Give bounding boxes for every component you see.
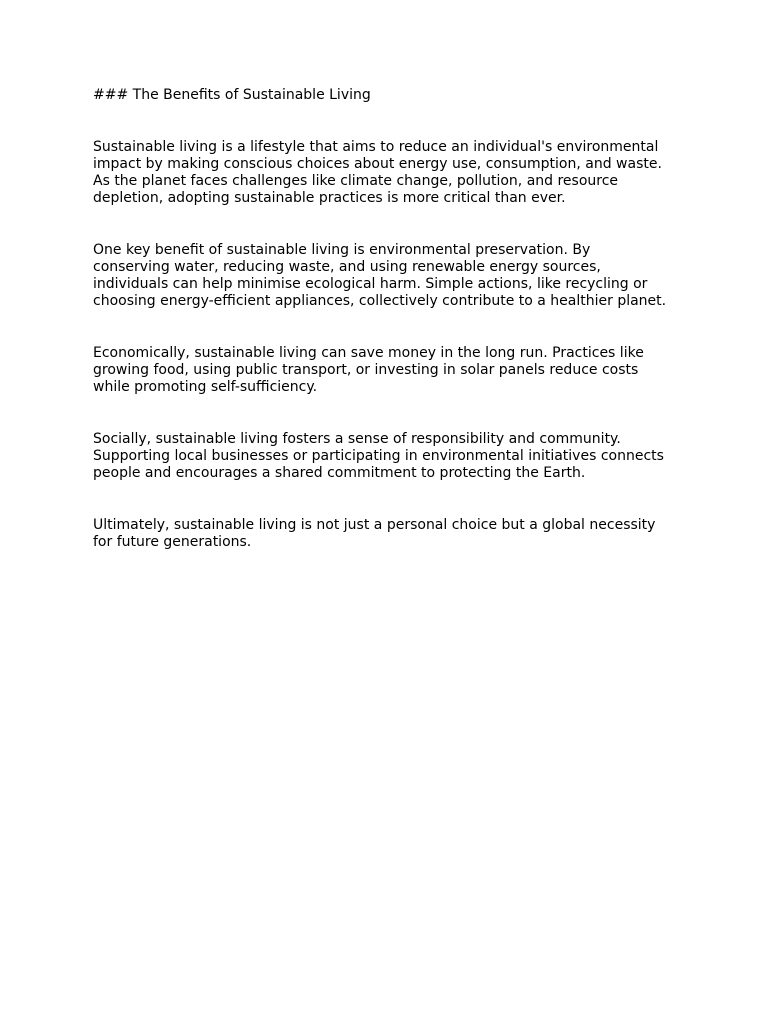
document-heading: ### The Benefits of Sustainable Living bbox=[93, 87, 371, 103]
paragraph-environmental: One key benefit of sustainable living is environmental preservation. By conserving water, reducing waste, and using renewable energy sources, individuals can help minimise ecological harm. Simple actions, like recycling or choosing energy-efficient appliances, collectively contribute to a healthier planet. bbox=[93, 242, 667, 309]
paragraph-economic: Economically, sustainable living can save money in the long run. Practices like growing food, using public transport, or investing in solar panels reduce costs while promoting self-sufficiency. bbox=[93, 345, 644, 395]
paragraph-conclusion: Ultimately, sustainable living is not just a personal choice but a global necessity for future generations. bbox=[93, 517, 656, 550]
paragraph-social: Socially, sustainable living fosters a sense of responsibility and community. Supporting local businesses or participating in environmental initiatives connects people and encourages a shared commitment to protecting the Earth. bbox=[93, 431, 664, 481]
document-body bbox=[93, 87, 693, 551]
paragraph-intro: Sustainable living is a lifestyle that aims to reduce an individual's environmental impact by making conscious choices about energy use, consumption, and waste. As the planet faces challenges like climate change, pollution, and resource depletion, adopting sustainable practices is more critical than ever. bbox=[93, 139, 662, 206]
